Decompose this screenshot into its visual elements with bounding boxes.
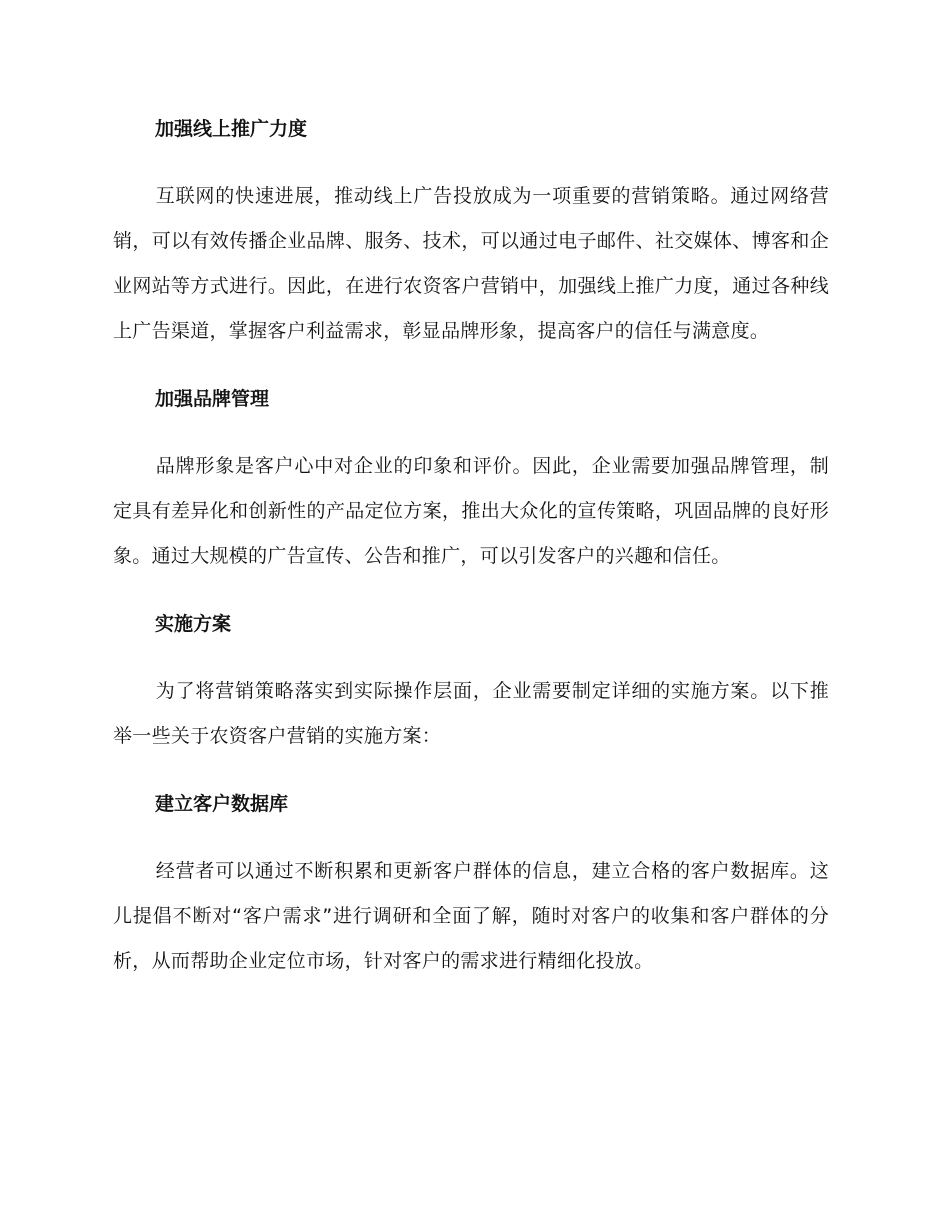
section-paragraph-brand-management: 品牌形象是客户心中对企业的印象和评价。因此，企业需要加强品牌管理，制定具有差异化和创新性的产品定位方案，推出大众化的宣传策略，巩固品牌的良好形象。通过大规模的广告宣传、公告和推广，可以引发客户的兴趣和信任。	[113, 455, 829, 567]
section-paragraph-customer-database: 经营者可以通过不断积累和更新客户群体的信息，建立合格的客户数据库。这儿提倡不断对“客户需求”进行调研和全面了解，随时对客户的收集和客户群体的分析，从而帮助企业定位市场，针对客户的需求进行精细化投放。	[113, 860, 829, 972]
section-heading-online-promotion: 加强线上推广力度	[155, 118, 308, 140]
section-paragraph-online-promotion: 互联网的快速进展，推动线上广告投放成为一项重要的营销策略。通过网络营销，可以有效传播企业品牌、服务、技术，可以通过电子邮件、社交媒体、博客和企业网站等方式进行。因此，在进行农资客户营销中，加强线上推广力度，通过各种线上广告渠道，掌握客户利益需求，彰显品牌形象，提高客户的信任与满意度。	[113, 185, 829, 342]
document-body	[113, 110, 829, 1010]
section-heading-implementation-plan: 实施方案	[155, 613, 232, 635]
section-paragraph-implementation-plan: 为了将营销策略落实到实际操作层面，企业需要制定详细的实施方案。以下推举一些关于农资客户营销的实施方案：	[113, 680, 829, 747]
section-heading-customer-database: 建立客户数据库	[155, 793, 289, 815]
section-heading-brand-management: 加强品牌管理	[155, 388, 270, 410]
